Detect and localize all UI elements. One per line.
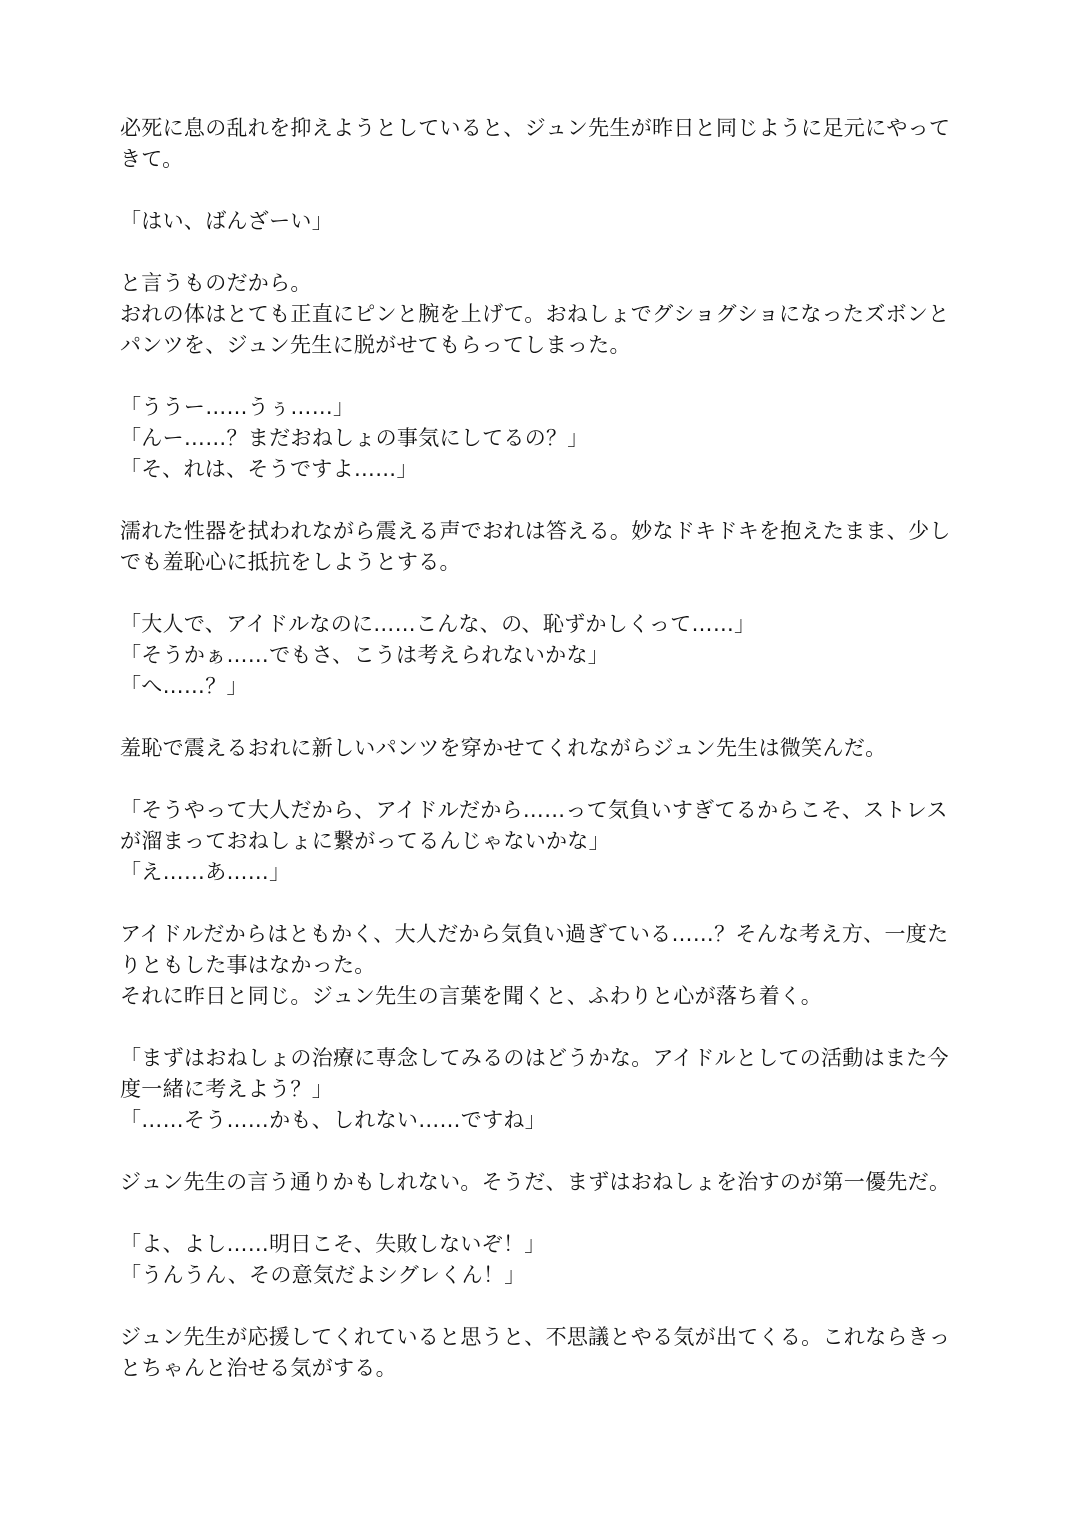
dialogue-line: 「……そう……かも、しれない……ですね」 — [120, 1108, 546, 1132]
blank-line — [120, 888, 956, 919]
paragraph: おれの体はとても正直にピンと腕を上げて。おねしょでグショグショになったズボンとパンツを、ジュン先生に脱がせてもらってしまった。 — [120, 302, 950, 357]
dialogue-line: 「んー……？まだおねしょの事気にしてるの？」 — [120, 426, 589, 450]
dialogue-line: 「はい、ばんざーい」 — [120, 209, 333, 233]
paragraph: ジュン先生の言う通りかもしれない。そうだ、まずはおねしょを治すのが第一優先だ。 — [120, 1170, 951, 1194]
dialogue-line: 「まずはおねしょの治療に専念してみるのはどうかな。アイドルとしての活動はまた今度一緒に考えよう？」 — [120, 1046, 949, 1101]
blank-line — [120, 485, 956, 516]
blank-line — [120, 175, 956, 206]
dialogue-line: 「大人で、アイドルなのに……こんな、の、恥ずかしくって……」 — [120, 612, 756, 636]
dialogue-line: 「ううー……うぅ……」 — [120, 395, 355, 419]
dialogue-line: 「よ、よし……明日こそ、失敗しないぞ！」 — [120, 1232, 546, 1256]
blank-line — [120, 1291, 956, 1322]
paragraph: アイドルだからはともかく、大人だから気負い過ぎている……？そんな考え方、一度たりともした事はなかった。 — [120, 922, 949, 977]
blank-line — [120, 764, 956, 795]
blank-line — [120, 1136, 956, 1167]
paragraph: 濡れた性器を拭われながら震える声でおれは答える。妙なドキドキを抱えたまま、少しでも羞恥心に抵抗をしようとする。 — [120, 519, 951, 574]
blank-line — [120, 1198, 956, 1229]
blank-line — [120, 361, 956, 392]
paragraph: 必死に息の乱れを抑えようとしていると、ジュン先生が昨日と同じように足元にやってきて。 — [120, 116, 951, 171]
blank-line — [120, 237, 956, 268]
blank-line — [120, 702, 956, 733]
paragraph: ジュン先生が応援してくれていると思うと、不思議とやる気が出てくる。これならきっとちゃんと治せる気がする。 — [120, 1325, 951, 1380]
dialogue-line: 「そ、れは、そうですよ……」 — [120, 457, 418, 481]
dialogue-line: 「そうかぁ……でもさ、こうは考えられないかな」 — [120, 643, 610, 667]
dialogue-line: 「そうやって大人だから、アイドルだから……って気負いすぎてるからこそ、ストレスが溜まっておねしょに繋がってるんじゃないかな」 — [120, 798, 948, 853]
dialogue-line: 「へ……？」 — [120, 674, 248, 698]
paragraph: 羞恥で震えるおれに新しいパンツを穿かせてくれながらジュン先生は微笑んだ。 — [120, 736, 887, 760]
paragraph: それに昨日と同じ。ジュン先生の言葉を聞くと、ふわりと心が落ち着く。 — [120, 984, 823, 1008]
paragraph: と言うものだから。 — [120, 271, 312, 295]
dialogue-line: 「え……あ……」 — [120, 860, 291, 884]
blank-line — [120, 1012, 956, 1043]
story-text — [120, 113, 956, 1384]
dialogue-line: 「うんうん、その意気だよシグレくん！」 — [120, 1263, 526, 1287]
blank-line — [120, 578, 956, 609]
